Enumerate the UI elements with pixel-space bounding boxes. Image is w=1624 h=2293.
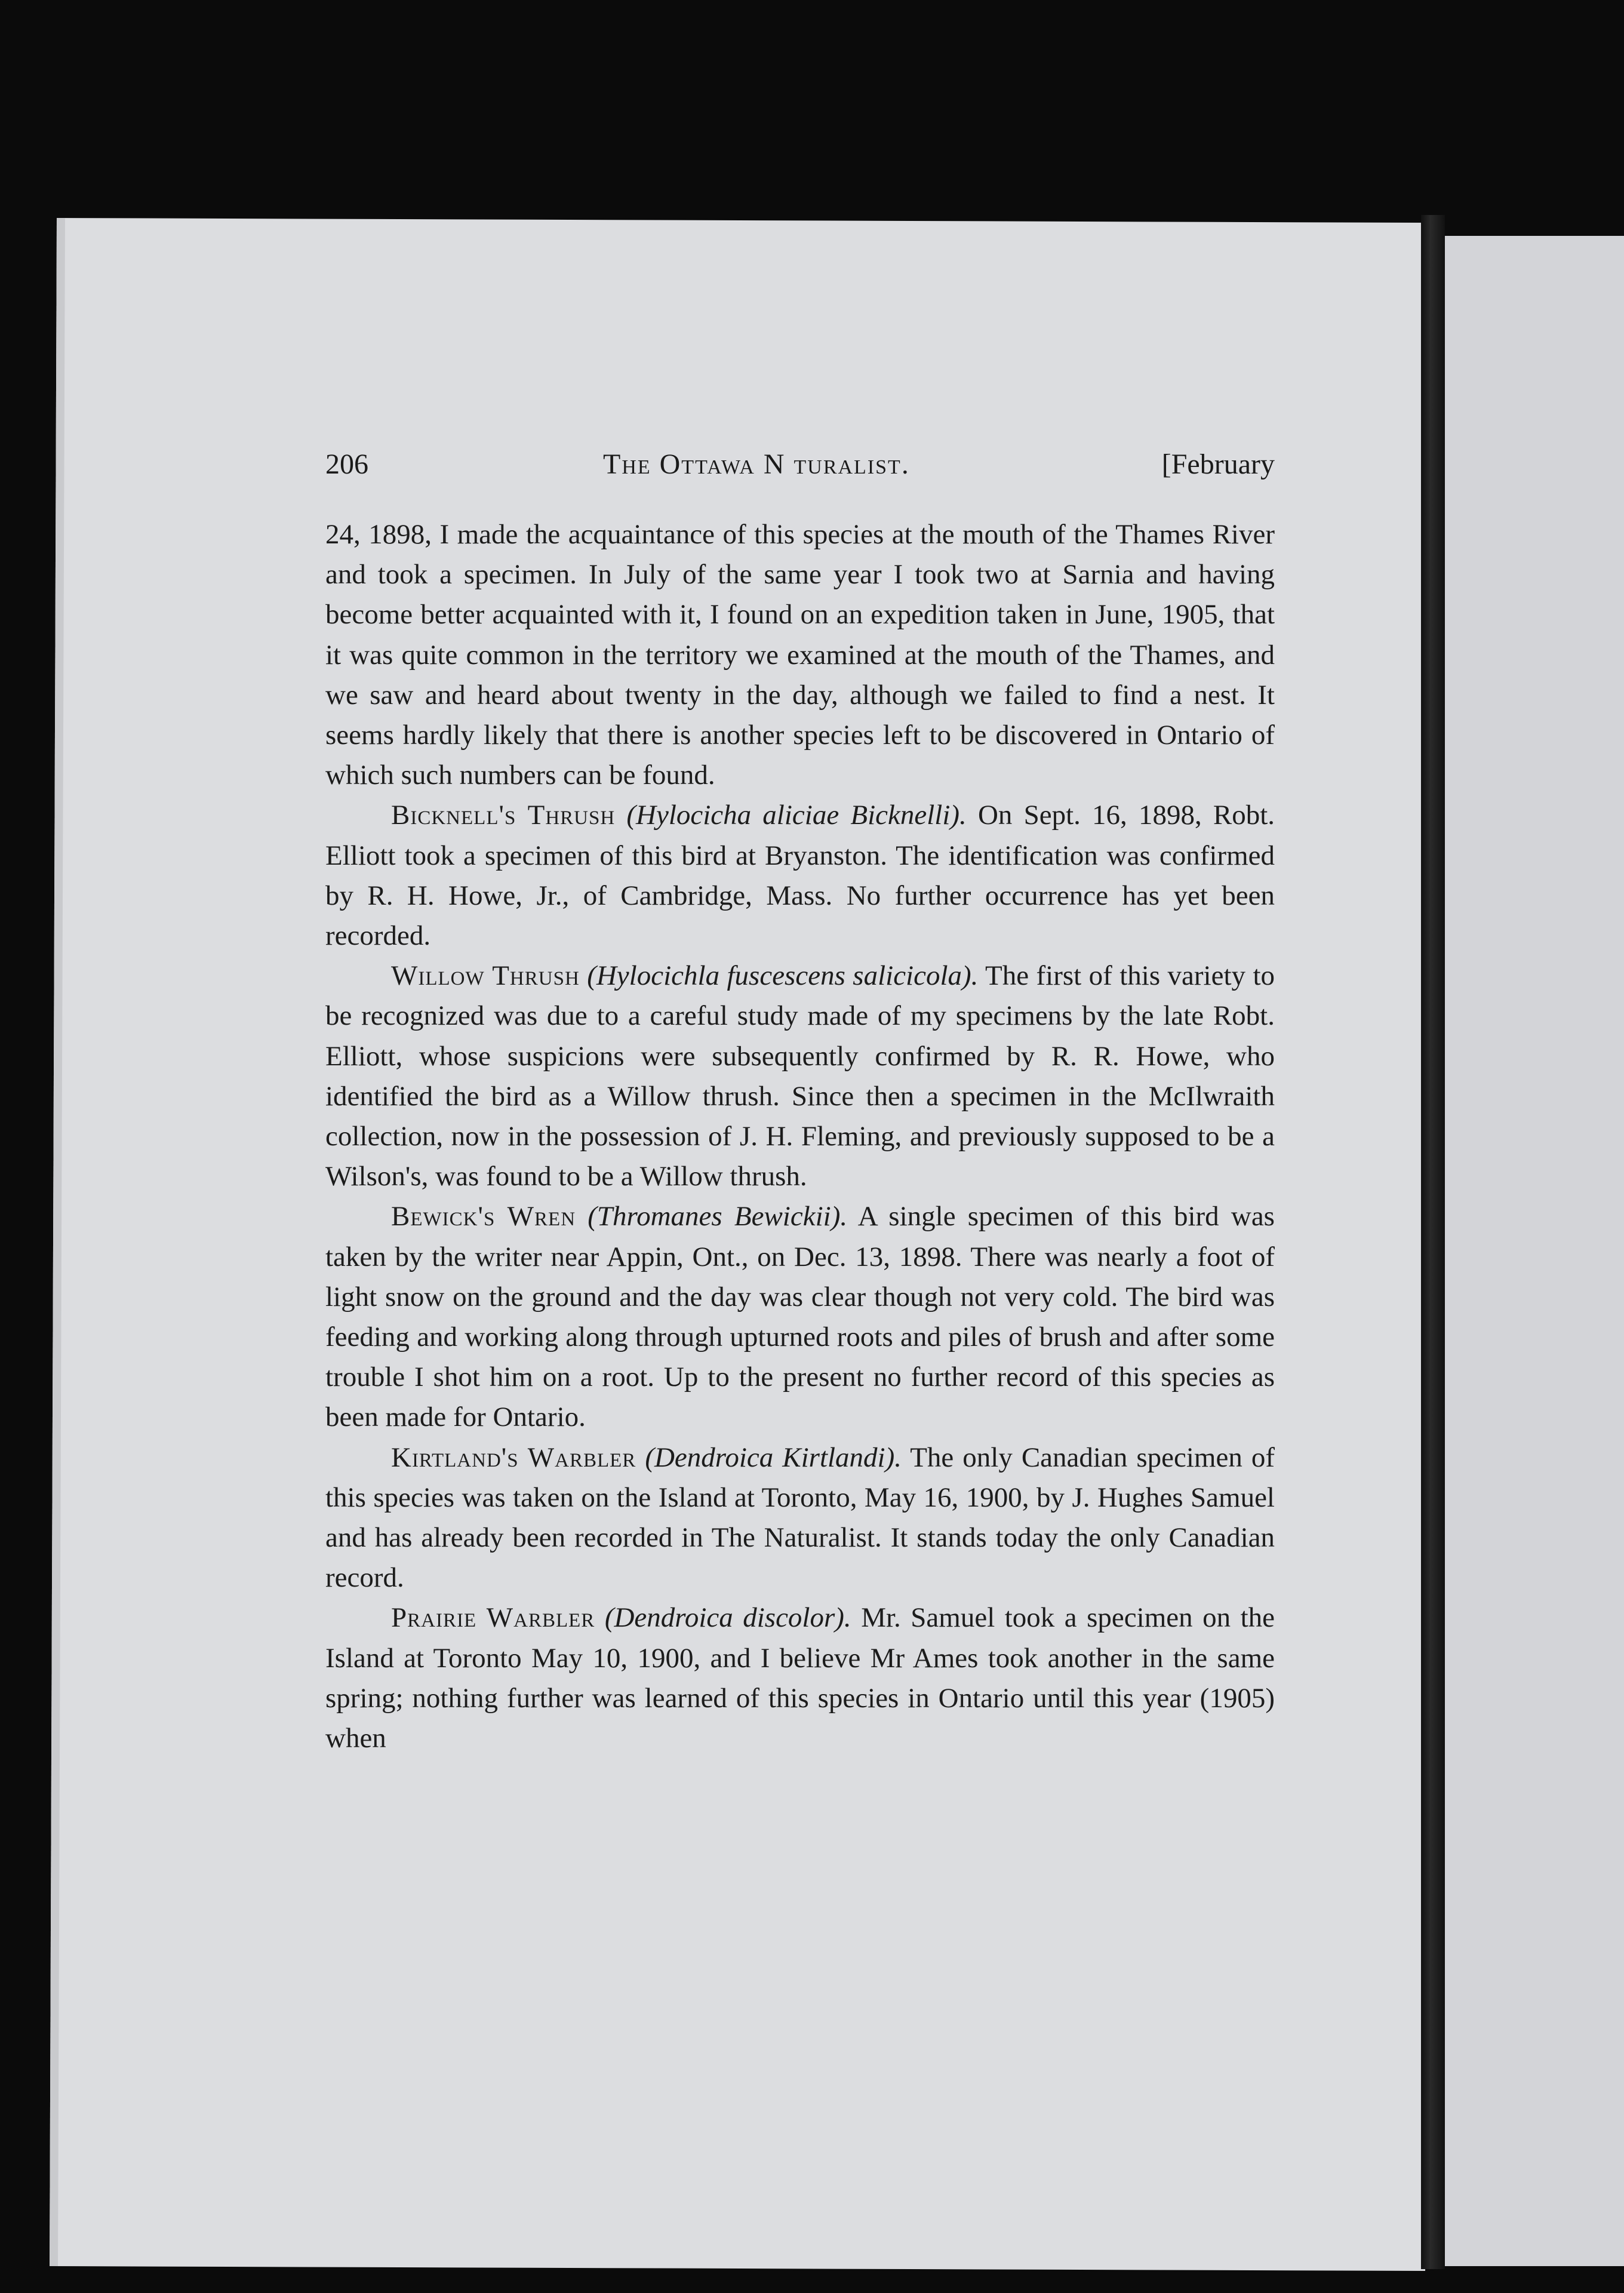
species-name: Bicknell's Thrush <box>391 800 616 831</box>
paragraph-text: On Sept. 16, 1898, Robt. Elliott took a specimen of this bird at Bryanston. The identification was confirmed by R. H. Howe, Jr., of Cambridge, Mass. No further occurrence has yet been recorded. <box>325 800 1275 952</box>
running-header <box>325 448 1275 490</box>
paragraph-text: 24, 1898, I made the acquaintance of this species at the mouth of the Thames River and took a specimen. In July of the same year I took two at Sarnia and having become better acquainted with it, I found on an expedition taken in June, 1905, that it was quite common in the territory we examined at the mouth of the Thames, and we saw and heard about twenty in the day, although we failed to find a nest. It seems hardly likely that there is another species left to be discovered in Ontario of which such numbers can be found. <box>325 519 1275 791</box>
article-body <box>325 515 1275 1759</box>
issue-month: [February <box>1161 448 1275 480</box>
journal-title: The Ottawa N turalist. <box>603 448 910 480</box>
facing-page-edge <box>1445 236 1624 2266</box>
species-latin-name: (Thromanes Bewickii). <box>588 1201 848 1232</box>
species-name: Kirtland's Warbler <box>391 1441 636 1473</box>
species-name: Bewick's Wren <box>391 1201 576 1232</box>
species-latin-name: (Hylocichla fuscescens salicicola). <box>587 960 979 992</box>
species-entry-kirtlands-warbler <box>325 1438 1275 1599</box>
page-number: 206 <box>325 448 368 480</box>
species-name: Prairie Warbler <box>391 1602 595 1634</box>
paragraph-text: The first of this variety to be recognized was due to a careful study made of my specimens by the late Robt. Elliott, whose suspicions were subsequently confirmed by R. R. Howe, who identified the bird as a Willow thrush. Since then a specimen in the McIlwraith collection, now in the possession of J. H. Fleming, and previously supposed to be a Wilson's, was found to be a Willow thrush. <box>325 960 1275 1192</box>
paragraph-text: Mr. Samuel took a specimen on the Island at Toronto May 10, 1900, and I believe Mr Ames took another in the same spring; nothing further was learned of this species in Ontario until this year (1905) when <box>325 1602 1275 1754</box>
book-gutter <box>1421 215 1445 2269</box>
paragraph-text: A single specimen of this bird was taken by the writer near Appin, Ont., on Dec. 13, 1898. There was nearly a foot of light snow on the ground and the day was clear though not very cold. The bird was feeding and working along through upturned roots and piles of brush and after some trouble I shot him on a root. Up to the present no further record of this species as been made for Ontario. <box>325 1201 1275 1433</box>
paragraph-text: The only Canadian specimen of this species was taken on the Island at Toronto, May 16, 1900, by J. Hughes Samuel and has already been recorded in The Naturalist. It stands today the only Canadian record. <box>325 1441 1275 1594</box>
species-entry-bewicks-wren <box>325 1197 1275 1437</box>
paragraph-continuation <box>325 515 1275 795</box>
species-entry-prairie-warbler <box>325 1598 1275 1759</box>
species-name: Willow Thrush <box>391 960 580 992</box>
species-entry-willow-thrush <box>325 956 1275 1197</box>
species-latin-name: (Dendroica discolor). <box>604 1602 851 1634</box>
species-latin-name: (Dendroica Kirtlandi). <box>645 1441 902 1473</box>
species-latin-name: (Hylocicha aliciae Bicknelli). <box>626 800 967 831</box>
species-entry-bicknells-thrush <box>325 795 1275 956</box>
